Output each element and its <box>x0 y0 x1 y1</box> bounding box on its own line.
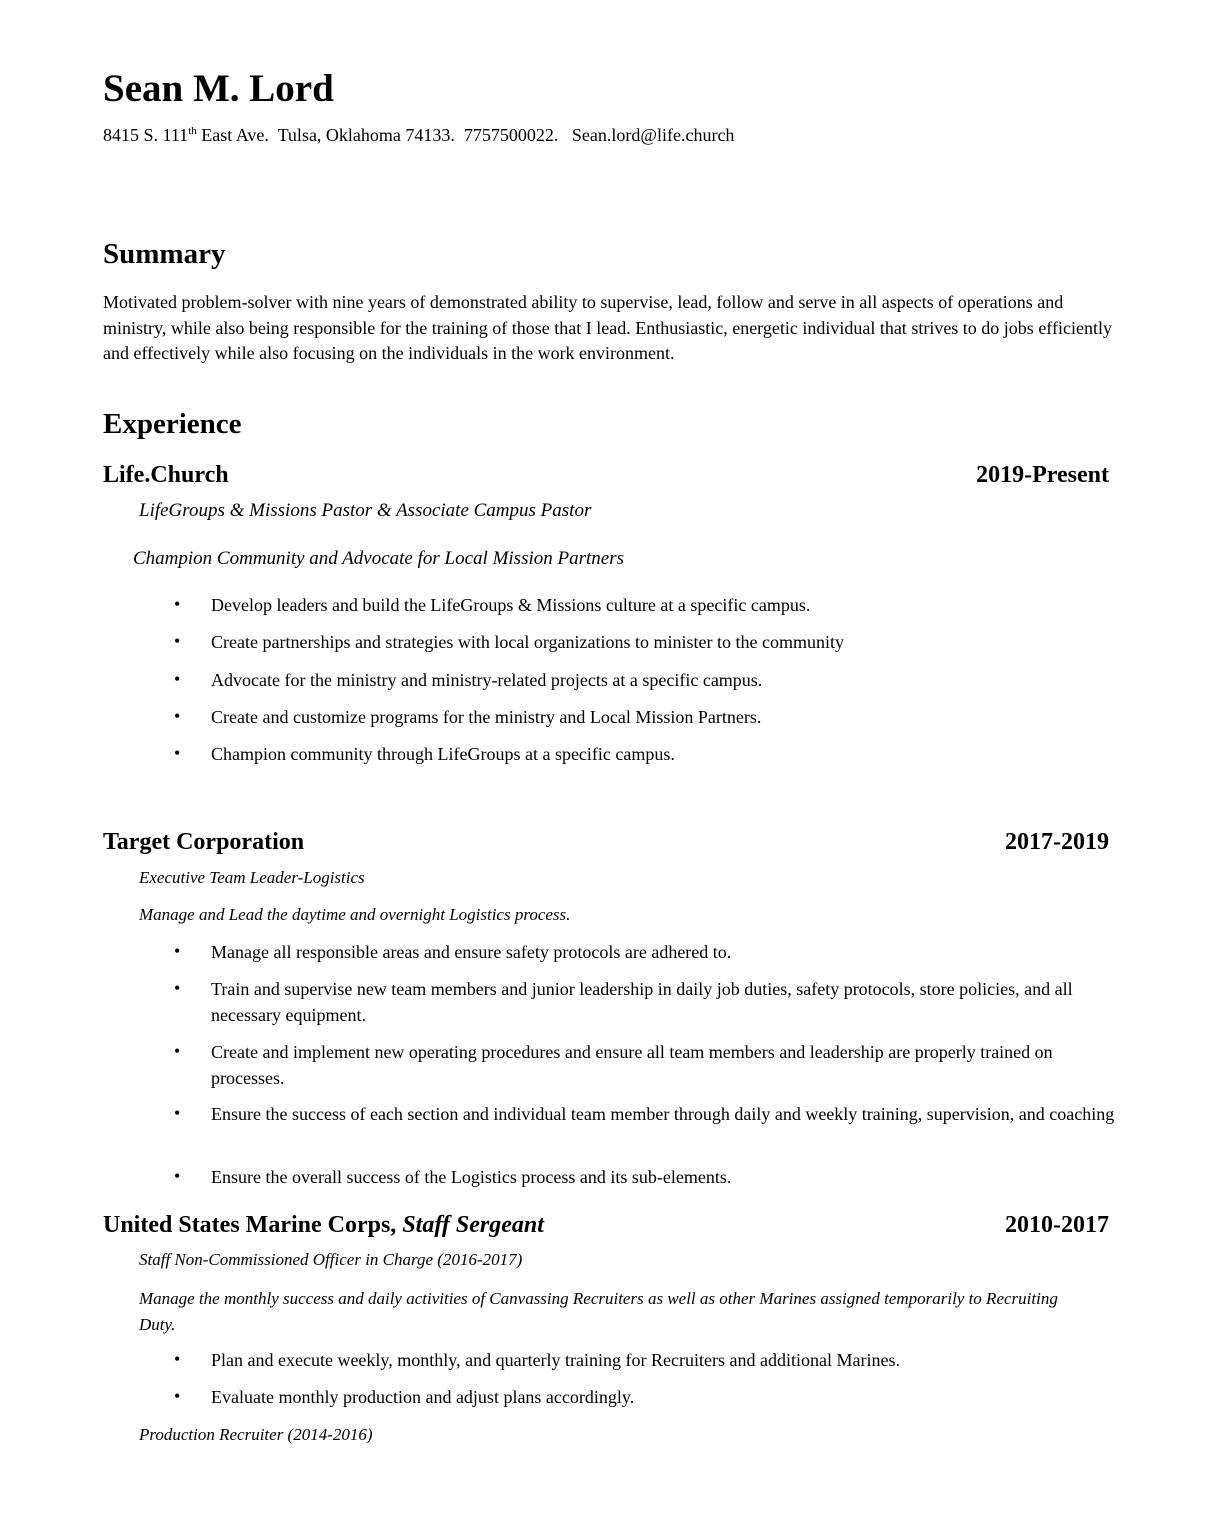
contact-line <box>103 123 734 147</box>
job-tagline: Champion Community and Advocate for Local Mission Partners <box>133 548 624 569</box>
bullet-icon: • <box>174 978 181 998</box>
list-item-text: Ensure the overall success of the Logistics process and its sub-elements. <box>211 1167 732 1187</box>
job-org: Life.Church <box>103 462 229 488</box>
resume-name: Sean M. Lord <box>103 67 334 110</box>
summary-heading: Summary <box>103 238 226 270</box>
job-years: 2010-2017 <box>1005 1212 1109 1238</box>
bullet-icon: • <box>174 669 181 689</box>
list-item-text: Ensure the success of each section and individual team member through daily and weekly training, supervision, and coaching <box>211 1104 1115 1124</box>
contact-rest: East Ave. Tulsa, Oklahoma 74133. 7757500022. Sean.lord@life.church <box>196 125 735 145</box>
list-item-text: Create and customize programs for the ministry and Local Mission Partners. <box>211 707 762 727</box>
job-years: 2017-2019 <box>1005 829 1109 855</box>
job-role: Staff Non-Commissioned Officer in Charge (2016-2017) <box>139 1250 523 1269</box>
job-tagline: Manage the monthly success and daily activities of Canvassing Recruiters as well as other Marines assigned temporarily to Recruiting Duty. <box>139 1289 1058 1334</box>
list-item-text: Train and supervise new team members and junior leadership in daily job duties, safety protocols, store policies, and all necessary equipment. <box>211 979 1073 1025</box>
job-tagline: Manage and Lead the daytime and overnight Logistics process. <box>139 905 571 924</box>
bullet-icon: • <box>174 631 181 651</box>
bullet-icon: • <box>174 594 181 614</box>
list-item-text: Evaluate monthly production and adjust plans accordingly. <box>211 1387 635 1407</box>
list-item-text: Create and implement new operating procedures and ensure all team members and leadership are properly trained on processes. <box>211 1042 1053 1088</box>
list-item-text: Champion community through LifeGroups at a specific campus. <box>211 744 675 764</box>
job-years: 2019-Present <box>976 462 1109 488</box>
job-org: United States Marine Corps, <box>103 1212 397 1238</box>
bullet-icon: • <box>174 706 181 726</box>
list-item-text: Develop leaders and build the LifeGroups & Missions culture at a specific campus. <box>211 595 811 615</box>
bullet-icon: • <box>174 1349 181 1369</box>
list-item-text: Plan and execute weekly, monthly, and quarterly training for Recruiters and additional Marines. <box>211 1350 900 1370</box>
job-role: LifeGroups & Missions Pastor & Associate Campus Pastor <box>139 500 592 521</box>
bullet-icon: • <box>174 941 181 961</box>
job-role: Executive Team Leader-Logistics <box>139 868 365 887</box>
job-org: Target Corporation <box>103 829 305 855</box>
summary-text: Motivated problem-solver with nine years of demonstrated ability to supervise, lead, follow and serve in all aspects of operations and ministry, while also being responsible for the training of those that I lead. Enthusiastic, energetic individual that strives to do jobs efficiently and effectively while also focusing on the individuals in the work environment. <box>103 292 1112 363</box>
list-item-text: Manage all responsible areas and ensure safety protocols are adhered to. <box>211 942 732 962</box>
contact-street-number: 8415 S. 111 <box>103 125 189 145</box>
job-rank: Staff Sergeant <box>402 1212 544 1238</box>
list-item-text: Create partnerships and strategies with local organizations to minister to the community <box>211 632 845 652</box>
contact-street-suffix: th <box>188 125 197 137</box>
bullet-icon: • <box>174 743 181 763</box>
list-item-text: Advocate for the ministry and ministry-related projects at a specific campus. <box>211 670 763 690</box>
bullet-icon: • <box>174 1166 181 1186</box>
bullet-icon: • <box>174 1041 181 1061</box>
experience-heading: Experience <box>103 408 242 440</box>
bullet-icon: • <box>174 1386 181 1406</box>
job-org-line <box>103 1210 544 1240</box>
job-next-role: Production Recruiter (2014-2016) <box>139 1425 373 1444</box>
bullet-icon: • <box>174 1103 181 1123</box>
